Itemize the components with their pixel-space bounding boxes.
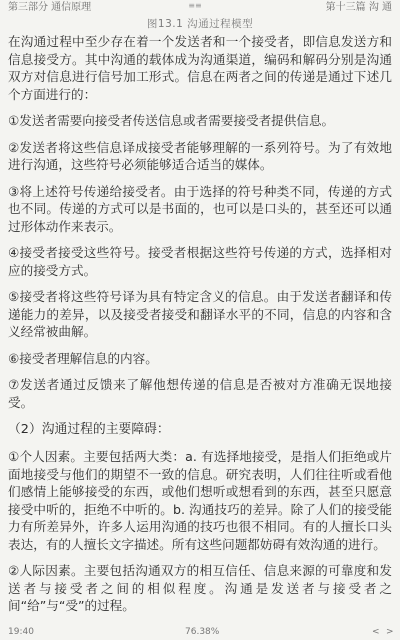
- section-title: （2）沟通过程的主要障碍：: [8, 422, 170, 437]
- paragraph-intro: 在沟通过程中至少存在着一个发送者和一个接受者，即信息发送方和信息接受方。其中沟通的载体成为沟通渠道，编码和解码分别是沟通双方对信息进行信号加工形式。信息在两者之间的传递是通过下述几个方面进行的：: [8, 34, 392, 102]
- paragraph-step-7: ⑦发送者通过反馈来了解他想传递的信息是否被对方准确无误地接受。: [8, 377, 392, 410]
- footer-navigation: [372, 624, 392, 640]
- paragraph-obstacle-2: ②人际因素。主要包括沟通双方的相互信任、信息来源的可靠度和发送者与接受者之间的相似程度。沟通是发送者与接受者之间“给”与“受”的过程。: [8, 563, 392, 613]
- top-divider-mark: ≡≡: [188, 1, 202, 10]
- prev-page-icon[interactable]: <: [372, 627, 380, 637]
- footer-progress: 76.38%: [185, 627, 220, 637]
- reader-footer: [0, 624, 400, 640]
- paragraph-step-3: ③将上述符号传递给接受者。由于选择的符号种类不同，传递的方式也不同。传递的方式可以是书面的，也可以是口头的，甚至还可以通过形体动作来表示。: [8, 183, 392, 234]
- paragraph-obstacle-1: ①个人因素。主要包括两大类：a. 有选择地接受，是指人们拒绝或片面地接受与他们的期望不一致的信息。研究表明，人们往往听或看他们感情上能够接受的东西，或他们想听或想看到的东西，甚至只愿意接受中听的，拒绝不中听的。b. 沟通技巧的差异。除了人们的接受能力有所差异外，许多人运用沟通的技巧也很不相同。有的人擅长口头表达，有的人擅长文字描述。所有这些问题都妨碍有效沟通的进行。: [8, 449, 392, 552]
- paragraph-step-6: ⑥接受者理解信息的内容。: [8, 350, 158, 366]
- paragraph-step-4: ④接受者接受这些符号。接受者根据这些符号传递的方式，选择相对应的接受方式。: [8, 245, 392, 278]
- paragraph-step-1: ①发送者需要向接受者传送信息或者需要接受者提供信息。: [8, 113, 335, 128]
- header-right-text: 第十三篇 沟 通: [325, 2, 392, 13]
- footer-time: 19:40: [8, 627, 34, 637]
- header-left-text: 第三部分 通信原理: [8, 2, 92, 13]
- page-content: [8, 16, 392, 624]
- paragraph-step-5: ⑤接受者将这些符号译为具有特定含义的信息。由于发送者翻译和传递能力的差异，以及接受者接受和翻译水平的不同，信息的内容和含义经常被曲解。: [8, 289, 392, 339]
- figure-caption: 图13.1 沟通过程模型: [146, 18, 254, 30]
- next-page-icon[interactable]: >: [386, 627, 394, 637]
- paragraph-step-2: ②发送者将这些信息译成接受者能够理解的一系列符号。为了有效地进行沟通，这些符号必须能够适合适当的媒体。: [8, 139, 392, 172]
